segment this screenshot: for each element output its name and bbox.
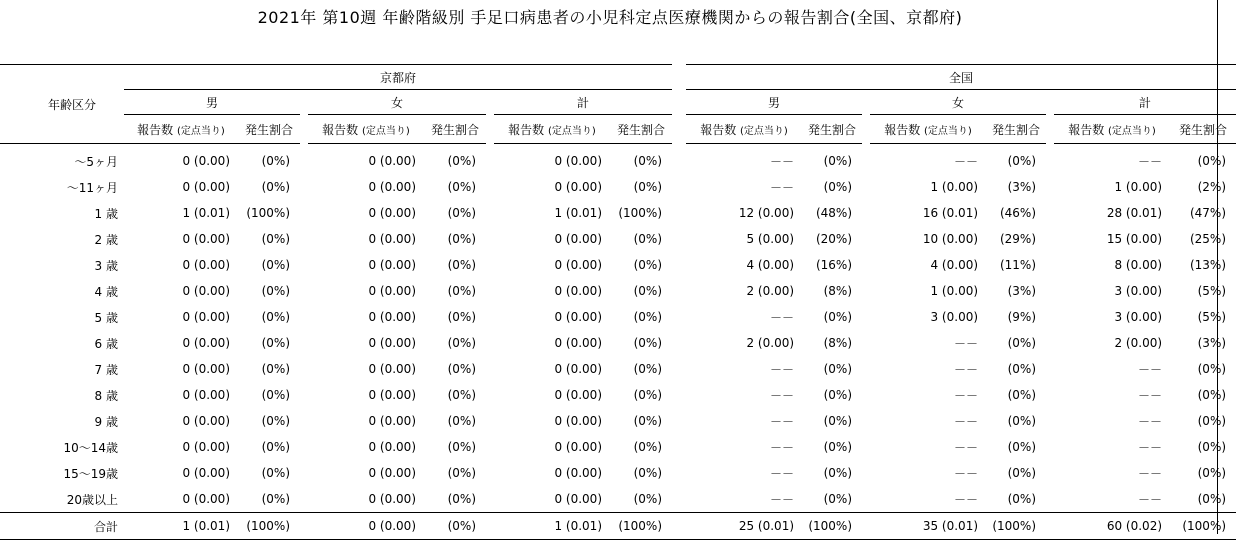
table-row (0, 408, 1236, 434)
rate-cell: (0%) (261, 466, 290, 480)
table-row (0, 460, 1236, 486)
rate-cell: (0%) (447, 206, 476, 220)
subheader-report-kyoto-female (308, 115, 424, 144)
subheader-report-sublabel: (定点当り) (740, 125, 788, 137)
rate-cell: (0%) (633, 232, 663, 246)
report-cell: 28 (0.01) (1106, 206, 1163, 220)
report-cell: －－ (1138, 362, 1163, 377)
region-header-kyoto: 京都府 (124, 65, 672, 90)
report-cell: 0 (0.00) (368, 206, 416, 220)
age-cell: 15～19歳 (63, 466, 118, 481)
rate-cell: (46%) (999, 206, 1037, 220)
rate-cell: (0%) (447, 388, 476, 402)
report-cell: 5 (0.00) (746, 232, 795, 246)
rate-cell: (48%) (815, 206, 853, 220)
table-row (0, 304, 1236, 330)
rate-cell: (5%) (1197, 284, 1227, 298)
sex-header-kyoto-female: 女 (308, 90, 486, 115)
rate-cell: (0%) (1007, 336, 1037, 350)
rate-cell: (0%) (1197, 492, 1227, 506)
rate-cell: (100%) (610, 513, 672, 540)
report-cell: 0 (0.00) (554, 258, 602, 272)
report-cell: 0 (0.00) (554, 180, 602, 194)
report-cell: 0 (0.00) (182, 154, 230, 168)
rate-cell: (0%) (424, 513, 486, 540)
age-cell: 1 歳 (94, 206, 118, 221)
sex-header-national-female: 女 (870, 90, 1046, 115)
table-row (0, 330, 1236, 356)
table-row (0, 356, 1236, 382)
table-row (0, 278, 1236, 304)
rate-cell: (0%) (823, 466, 853, 480)
report-cell: 60 (0.02) (1054, 513, 1170, 540)
report-cell: 0 (0.00) (182, 310, 230, 324)
rate-cell: (0%) (447, 154, 476, 168)
rate-cell: (0%) (823, 440, 853, 454)
report-cell: 0 (0.00) (554, 310, 602, 324)
table-row (0, 174, 1236, 200)
rate-cell: (0%) (633, 492, 663, 506)
rate-cell: (0%) (633, 466, 663, 480)
subheader-report-national-female (870, 115, 986, 144)
rate-cell: (0%) (633, 362, 663, 376)
table-row (0, 226, 1236, 252)
rate-cell: (0%) (633, 336, 663, 350)
report-cell: 0 (0.00) (368, 232, 416, 246)
rate-cell: (0%) (261, 492, 290, 506)
age-cell: 10～14歳 (63, 440, 118, 455)
report-cell: 0 (0.00) (368, 180, 416, 194)
rate-cell: (20%) (815, 232, 853, 246)
report-cell: －－ (770, 362, 795, 377)
subheader-rate-national-total: 発生割合 (1170, 115, 1236, 144)
report-cell: 0 (0.00) (554, 232, 602, 246)
rate-cell: (0%) (1007, 414, 1037, 428)
subheader-report-sublabel: (定点当り) (362, 125, 410, 137)
report-cell: 0 (0.00) (368, 388, 416, 402)
report-cell: 0 (0.00) (368, 466, 416, 480)
rate-cell: (0%) (633, 414, 663, 428)
report-cell: 1 (0.00) (930, 180, 979, 194)
subheader-report-kyoto-total (494, 115, 610, 144)
rate-cell: (0%) (447, 284, 476, 298)
header-region-row (0, 65, 1236, 90)
rate-cell: (0%) (261, 414, 290, 428)
report-cell: 4 (0.00) (746, 258, 795, 272)
report-cell: 10 (0.00) (922, 232, 979, 246)
subheader-report-label: 報告数 (137, 122, 174, 137)
rate-cell: (0%) (823, 180, 853, 194)
report-cell: 0 (0.00) (368, 492, 416, 506)
report-cell: －－ (954, 492, 979, 507)
subheader-rate-national-female: 発生割合 (986, 115, 1046, 144)
report-cell: 0 (0.00) (182, 362, 230, 376)
page-title: 2021年 第10週 年齢階級別 手足口病患者の小児科定点医療機関からの報告割合(全国、京都府) (257, 8, 963, 27)
rate-cell: (0%) (633, 388, 663, 402)
subheader-report-label: 報告数 (1068, 122, 1105, 137)
report-cell: 16 (0.01) (922, 206, 979, 220)
subheader-report-kyoto-male (124, 115, 238, 144)
report-cell: －－ (1138, 388, 1163, 403)
subheader-report-national-male (686, 115, 802, 144)
age-cell: 8 歳 (94, 388, 118, 403)
report-cell: 0 (0.00) (182, 388, 230, 402)
subheader-rate-national-male: 発生割合 (802, 115, 862, 144)
rate-cell: (0%) (447, 232, 476, 246)
table-row (0, 434, 1236, 460)
report-cell: 3 (0.00) (1114, 284, 1163, 298)
rate-cell: (0%) (633, 310, 663, 324)
rate-cell: (0%) (1007, 492, 1037, 506)
rate-cell: (0%) (823, 388, 853, 402)
rate-cell: (0%) (447, 336, 476, 350)
rate-cell: (9%) (1007, 310, 1037, 324)
rate-cell: (0%) (261, 180, 290, 194)
rate-cell: (0%) (1197, 466, 1227, 480)
rate-cell: (0%) (447, 440, 476, 454)
subheader-report-label: 報告数 (884, 122, 921, 137)
rate-cell: (16%) (815, 258, 853, 272)
subheader-report-national-total (1054, 115, 1170, 144)
subheader-report-label: 報告数 (322, 122, 359, 137)
report-cell: 1 (0.01) (124, 513, 238, 540)
rate-cell: (0%) (1007, 362, 1037, 376)
sex-header-national-total: 計 (1054, 90, 1236, 115)
sex-header-kyoto-total: 計 (494, 90, 672, 115)
report-cell: 0 (0.00) (182, 466, 230, 480)
rate-cell: (0%) (447, 362, 476, 376)
report-cell: 0 (0.00) (182, 440, 230, 454)
rate-cell: (3%) (1007, 284, 1037, 298)
report-cell: 1 (0.01) (494, 513, 610, 540)
report-cell: －－ (770, 440, 795, 455)
report-cell: 0 (0.00) (182, 414, 230, 428)
report-cell: 25 (0.01) (686, 513, 802, 540)
report-cell: 4 (0.00) (930, 258, 979, 272)
rate-cell: (0%) (1007, 466, 1037, 480)
report-cell: 2 (0.00) (1114, 336, 1163, 350)
rate-cell: (13%) (1189, 258, 1227, 272)
age-cell: 2 歳 (94, 232, 118, 247)
report-cell: 0 (0.00) (182, 258, 230, 272)
age-cell: 20歳以上 (66, 492, 118, 507)
report-cell: 0 (0.00) (554, 362, 602, 376)
rate-cell: (0%) (447, 310, 476, 324)
report-cell: －－ (770, 492, 795, 507)
report-cell: 0 (0.00) (554, 154, 602, 168)
report-cell: 0 (0.00) (182, 336, 230, 350)
report-cell: 0 (0.00) (554, 466, 602, 480)
rate-cell: (8%) (823, 284, 853, 298)
rate-cell: (0%) (447, 180, 476, 194)
subheader-report-label: 報告数 (508, 122, 545, 137)
sex-header-kyoto-male: 男 (124, 90, 300, 115)
rate-cell: (0%) (1197, 154, 1227, 168)
report-cell: 12 (0.00) (738, 206, 795, 220)
rate-cell: (0%) (261, 232, 290, 246)
rate-cell: (100%) (1170, 513, 1236, 540)
total-row (0, 513, 1236, 540)
age-cell: 5 歳 (94, 310, 118, 325)
rate-cell: (100%) (246, 206, 290, 220)
rate-cell: (0%) (261, 310, 290, 324)
rate-cell: (47%) (1189, 206, 1227, 220)
report-cell: 0 (0.00) (554, 440, 602, 454)
report-cell: 35 (0.01) (870, 513, 986, 540)
report-cell: －－ (954, 466, 979, 481)
rate-cell: (0%) (1197, 362, 1227, 376)
sex-header-national-male: 男 (686, 90, 862, 115)
report-cell: 0 (0.00) (368, 440, 416, 454)
report-table (0, 64, 1236, 540)
rate-cell: (25%) (1189, 232, 1227, 246)
rate-cell: (0%) (1197, 414, 1227, 428)
rate-cell: (0%) (261, 440, 290, 454)
report-cell: 0 (0.00) (554, 492, 602, 506)
report-cell: －－ (954, 362, 979, 377)
header-sex-row (0, 90, 1236, 115)
report-cell: －－ (770, 154, 795, 169)
age-cell: 6 歳 (94, 336, 118, 351)
report-cell: 2 (0.00) (746, 336, 795, 350)
report-cell: 2 (0.00) (746, 284, 795, 298)
report-cell: －－ (1138, 154, 1163, 169)
rate-cell: (29%) (999, 232, 1037, 246)
report-cell: 1 (0.01) (182, 206, 230, 220)
rate-cell: (0%) (823, 414, 853, 428)
rate-cell: (0%) (447, 258, 476, 272)
report-cell: －－ (954, 388, 979, 403)
rate-cell: (0%) (261, 336, 290, 350)
report-cell: 0 (0.00) (554, 284, 602, 298)
report-cell: 0 (0.00) (368, 310, 416, 324)
subheader-report-sublabel: (定点当り) (1108, 125, 1156, 137)
rate-cell: (0%) (633, 284, 663, 298)
rate-cell: (2%) (1197, 180, 1227, 194)
rate-cell: (0%) (633, 258, 663, 272)
rate-cell: (0%) (261, 388, 290, 402)
rate-cell: (0%) (633, 440, 663, 454)
rate-cell: (5%) (1197, 310, 1227, 324)
report-cell: 1 (0.00) (930, 284, 979, 298)
report-cell: 0 (0.00) (308, 513, 424, 540)
subheader-report-label: 報告数 (700, 122, 737, 137)
rate-cell: (0%) (633, 154, 663, 168)
subheader-rate-kyoto-female: 発生割合 (424, 115, 486, 144)
age-cell: ～11ヶ月 (66, 180, 118, 195)
report-cell: －－ (954, 414, 979, 429)
report-cell: 1 (0.00) (1114, 180, 1163, 194)
report-cell: 0 (0.00) (554, 336, 602, 350)
age-cell: 3 歳 (94, 258, 118, 273)
rate-cell: (100%) (986, 513, 1046, 540)
report-cell: －－ (770, 466, 795, 481)
region-header-national: 全国 (686, 65, 1236, 90)
rate-cell: (8%) (823, 336, 853, 350)
report-cell: －－ (770, 414, 795, 429)
rate-cell: (100%) (802, 513, 862, 540)
report-cell: 0 (0.00) (182, 232, 230, 246)
report-cell: 0 (0.00) (368, 154, 416, 168)
table-row (0, 200, 1236, 226)
age-cell: 合計 (0, 513, 124, 540)
rate-cell: (0%) (1007, 440, 1037, 454)
age-cell: ～5ヶ月 (74, 154, 118, 169)
report-cell: 0 (0.00) (368, 284, 416, 298)
report-cell: 0 (0.00) (554, 388, 602, 402)
table-row (0, 144, 1236, 175)
report-cell: 0 (0.00) (368, 336, 416, 350)
report-cell: －－ (954, 440, 979, 455)
rate-cell: (100%) (238, 513, 300, 540)
report-cell: 0 (0.00) (368, 362, 416, 376)
rate-cell: (0%) (633, 180, 663, 194)
rate-cell: (0%) (261, 362, 290, 376)
rate-cell: (0%) (1007, 388, 1037, 402)
report-cell: －－ (770, 388, 795, 403)
rate-cell: (11%) (999, 258, 1037, 272)
subheader-report-sublabel: (定点当り) (548, 125, 596, 137)
rate-cell: (0%) (1197, 440, 1227, 454)
rate-cell: (0%) (447, 466, 476, 480)
report-cell: 0 (0.00) (368, 258, 416, 272)
report-cell: －－ (770, 310, 795, 325)
subheader-report-sublabel: (定点当り) (177, 125, 225, 137)
table-row (0, 382, 1236, 408)
report-cell: 0 (0.00) (182, 180, 230, 194)
report-cell: 0 (0.00) (182, 284, 230, 298)
rate-cell: (100%) (618, 206, 663, 220)
subheader-rate-kyoto-male: 発生割合 (238, 115, 300, 144)
report-cell: 15 (0.00) (1106, 232, 1163, 246)
report-cell: －－ (1138, 466, 1163, 481)
rate-cell: (0%) (447, 414, 476, 428)
rate-cell: (0%) (261, 258, 290, 272)
table-row (0, 252, 1236, 278)
rate-cell: (3%) (1197, 336, 1227, 350)
rate-cell: (0%) (261, 154, 290, 168)
header-subcolumn-row (0, 115, 1236, 144)
age-cell: 4 歳 (94, 284, 118, 299)
report-cell: 8 (0.00) (1114, 258, 1163, 272)
subheader-rate-kyoto-total: 発生割合 (610, 115, 672, 144)
report-cell: －－ (1138, 440, 1163, 455)
report-cell: 0 (0.00) (368, 414, 416, 428)
rate-cell: (0%) (1197, 388, 1227, 402)
rate-cell: (0%) (823, 310, 853, 324)
rate-cell: (0%) (261, 284, 290, 298)
age-cell: 7 歳 (94, 362, 118, 377)
age-header: 年齢区分 (0, 65, 124, 144)
rate-cell: (0%) (823, 154, 853, 168)
rate-cell: (0%) (447, 492, 476, 506)
rate-cell: (0%) (823, 492, 853, 506)
report-cell: －－ (954, 154, 979, 169)
subheader-report-sublabel: (定点当り) (924, 125, 972, 137)
report-cell: 0 (0.00) (182, 492, 230, 506)
report-cell: 1 (0.01) (554, 206, 602, 220)
report-cell: －－ (770, 180, 795, 195)
report-cell: 3 (0.00) (1114, 310, 1163, 324)
report-cell: 0 (0.00) (554, 414, 602, 428)
rate-cell: (0%) (823, 362, 853, 376)
table-row (0, 486, 1236, 513)
report-cell: －－ (1138, 414, 1163, 429)
rate-cell: (3%) (1007, 180, 1037, 194)
age-cell: 9 歳 (94, 414, 118, 429)
report-cell: －－ (1138, 492, 1163, 507)
report-cell: 3 (0.00) (930, 310, 979, 324)
report-cell: －－ (954, 336, 979, 351)
rate-cell: (0%) (1007, 154, 1037, 168)
